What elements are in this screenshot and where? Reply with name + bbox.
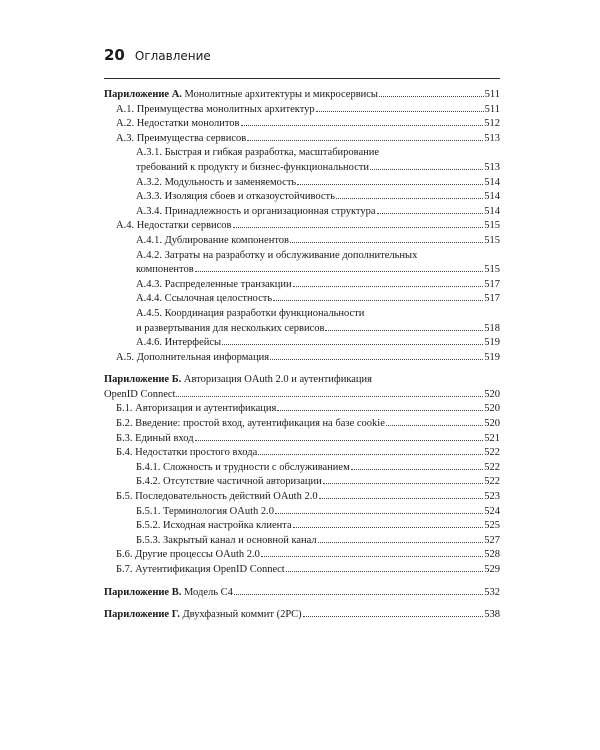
leader-dots: [325, 330, 483, 331]
toc-entry-row: [136, 519, 500, 534]
page-header: [104, 46, 211, 66]
toc-subentry[interactable]: [104, 336, 500, 351]
toc-subentry[interactable]: [104, 563, 500, 578]
toc-entry-title: [116, 432, 194, 447]
toc-page-number: 514: [484, 205, 500, 217]
toc-page-number: 515: [484, 234, 500, 246]
toc-entry-row: [136, 161, 500, 176]
toc-entry-text: Модель C4: [181, 586, 233, 598]
section-gap: [104, 600, 500, 608]
toc-entry-text: А.3.4. Принадлежность и организационная структура: [136, 205, 376, 217]
toc-page-number: 522: [484, 476, 500, 488]
appendix-label: Париложение Б.: [104, 374, 182, 386]
toc-entry-row: [136, 292, 500, 307]
toc-subentry[interactable]: [104, 461, 500, 476]
leader-dots: [293, 527, 484, 528]
leader-dots: [316, 111, 484, 112]
leader-dots: [234, 594, 483, 595]
toc-entry-text: А.4.1. Дублирование компонентов: [136, 234, 289, 246]
table-of-contents: [104, 88, 500, 623]
appendix-label: Париложение А.: [104, 89, 182, 100]
toc-subentry[interactable]: [104, 234, 500, 249]
toc-page-number: 522: [484, 447, 500, 459]
toc-entry-text: компонентов: [136, 264, 194, 276]
toc-entry-title: [136, 519, 292, 534]
toc-entry-row: [136, 505, 500, 520]
toc-entry-title: [116, 446, 257, 461]
toc-entry-text: Б.4.1. Сложность и трудности с обслуживанием: [136, 461, 350, 473]
toc-entry-text: А.4.6. Интерфейсы: [136, 337, 222, 349]
leader-dots: [277, 410, 483, 411]
toc-page-number: 523: [484, 491, 500, 503]
toc-entry-title: [116, 117, 240, 132]
toc-entry-title: [136, 176, 296, 191]
toc-entry-row: [116, 132, 500, 147]
toc-page-number: 514: [484, 191, 500, 203]
leader-dots: [319, 498, 484, 499]
toc-page-number: 517: [484, 293, 500, 305]
leader-dots: [195, 440, 484, 441]
toc-entry-row: [116, 219, 500, 234]
toc-subentry[interactable]: [104, 307, 500, 336]
leader-dots: [261, 556, 483, 557]
toc-entry-text: Авторизация OAuth 2.0 и аутентификация: [181, 374, 373, 386]
toc-entry-text: Б.5.2. Исходная настройка клиента: [136, 520, 292, 532]
toc-entry-title: [116, 132, 246, 147]
toc-entry-text: А.1. Преимущества монолитных архитектур: [116, 103, 315, 115]
appendix-entry[interactable]: [104, 373, 500, 402]
toc-entry-title: [136, 336, 221, 351]
page-number: 20: [104, 46, 125, 64]
toc-entry-text: Б.4. Недостатки простого входа: [116, 447, 258, 459]
toc-page-number: 529: [484, 564, 500, 575]
leader-dots: [273, 300, 483, 301]
toc-subentry[interactable]: [104, 292, 500, 307]
toc-entry-title: [136, 475, 322, 490]
toc-entry-row: [116, 446, 500, 461]
appendix-label: Париложение Г.: [104, 609, 180, 621]
toc-entry-row: [116, 117, 500, 132]
toc-entry-row: [104, 586, 500, 601]
running-head: Оглавление: [134, 49, 211, 63]
toc-entry-row: [136, 534, 500, 549]
toc-page-number: 532: [484, 586, 500, 598]
leader-dots: [241, 125, 484, 126]
toc-page-number: 524: [484, 505, 500, 517]
toc-entry-row: [136, 176, 500, 191]
toc-subentry[interactable]: [104, 417, 500, 432]
toc-subentry[interactable]: [104, 432, 500, 447]
toc-entry-row: [116, 432, 500, 447]
toc-entry-row: [104, 608, 500, 623]
toc-page-number: 522: [484, 461, 500, 473]
toc-subentry[interactable]: [104, 190, 500, 205]
toc-entry-row: [136, 278, 500, 293]
toc-entry-title: [136, 505, 274, 520]
leader-dots: [377, 213, 484, 214]
toc-subentry[interactable]: [104, 490, 500, 505]
leader-dots: [323, 483, 484, 484]
leader-dots: [275, 513, 483, 514]
toc-entry-title: [104, 88, 378, 103]
toc-entry-text: Б.5.3. Закрытый канал и основной канал: [136, 534, 317, 546]
toc-entry-text: А.2. Недостатки монолитов: [116, 118, 240, 130]
toc-page-number: 520: [484, 388, 500, 400]
toc-entry-text: и развертывания для нескольких сервисов: [136, 322, 325, 334]
toc-page-number: 513: [484, 132, 500, 144]
toc-entry-title: [136, 292, 272, 307]
toc-entry-title: [116, 563, 285, 578]
toc-subentry[interactable]: [104, 475, 500, 490]
toc-entry-text: А.3.3. Изоляция сбоев и отказоустойчивость: [136, 191, 335, 203]
toc-entry-text: Б.2. Введение: простой вход, аутентификация на базе cookie: [116, 418, 385, 430]
appendix-entry[interactable]: [104, 608, 500, 623]
toc-subentry[interactable]: [104, 103, 500, 118]
toc-entry-row: [136, 234, 500, 249]
toc-entry-text: А.3. Преимущества сервисов: [116, 132, 247, 144]
toc-entry-title: [104, 608, 302, 623]
toc-page-number: 538: [484, 609, 500, 621]
toc-page-number: 511: [484, 89, 500, 100]
toc-page-number: 514: [484, 176, 500, 188]
leader-dots: [370, 169, 483, 170]
toc-subentry[interactable]: [104, 519, 500, 534]
toc-entry-title: [116, 402, 276, 417]
toc-page-number: 528: [484, 549, 500, 561]
toc-entry-line: А.4.2. Затраты на разработку и обслуживание дополнительных: [136, 249, 418, 261]
toc-entry-text: Б.1. Авторизация и аутентификация: [116, 403, 277, 415]
toc-entry-text: Б.6. Другие процессы OAuth 2.0: [116, 549, 260, 561]
toc-page-number: 527: [484, 534, 500, 546]
toc-entry-text: Б.5. Последовательность действий OAuth 2.0: [116, 491, 318, 503]
toc-entry-title: [104, 586, 233, 601]
toc-subentry[interactable]: [104, 505, 500, 520]
leader-dots: [290, 242, 483, 243]
toc-entry-title: [136, 205, 376, 220]
toc-page-number: 525: [484, 520, 500, 532]
leader-dots: [379, 96, 484, 97]
toc-page-number: 515: [484, 220, 500, 232]
toc-subentry[interactable]: [104, 146, 500, 175]
section-gap: [104, 578, 500, 586]
toc-entry-title: [136, 234, 289, 249]
toc-entry-title: [116, 417, 385, 432]
leader-dots: [247, 140, 483, 141]
toc-page-number: 520: [484, 403, 500, 415]
appendix-entry[interactable]: [104, 586, 500, 601]
toc-entry-line: [104, 373, 500, 388]
leader-dots: [176, 396, 483, 397]
leader-dots: [233, 227, 484, 228]
toc-entry-text: Б.4.2. Отсутствие частичной авторизации: [136, 476, 322, 488]
toc-entry-title: [136, 534, 317, 549]
toc-entry-title: [116, 490, 318, 505]
toc-page-number: 519: [484, 351, 500, 363]
toc-entry-row: [136, 263, 500, 278]
toc-entry-text: OpenID Connect: [104, 388, 176, 400]
toc-subentry[interactable]: [104, 176, 500, 191]
toc-entry-row: [136, 322, 500, 337]
toc-subentry[interactable]: [104, 351, 500, 366]
toc-page-number: 512: [484, 118, 500, 130]
toc-subentry[interactable]: [104, 534, 500, 549]
toc-entry-row: [116, 563, 500, 578]
toc-entry-row: [116, 103, 500, 118]
leader-dots: [303, 616, 484, 617]
toc-page-number: 515: [484, 264, 500, 276]
leader-dots: [297, 184, 483, 185]
leader-dots: [258, 454, 483, 455]
toc-page-number: 520: [484, 418, 500, 430]
toc-page-number: 511: [484, 103, 500, 115]
toc-entry-line: А.4.5. Координация разработки функциональности: [136, 307, 365, 319]
toc-entry-row: [104, 388, 500, 403]
leader-dots: [318, 542, 484, 543]
toc-entry-text: Двухфазный коммит (2PC): [179, 609, 302, 621]
toc-entry-text: А.4.4. Ссылочная целостность: [136, 293, 273, 305]
toc-entry-title: [104, 388, 175, 403]
toc-subentry[interactable]: [104, 249, 500, 278]
toc-entry-text: А.4. Недостатки сервисов: [116, 220, 232, 232]
toc-page-number: 518: [484, 322, 500, 334]
toc-entry-row: [104, 88, 500, 103]
toc-entry-text: А.5. Дополнительная информация: [116, 351, 270, 363]
toc-entry-text: Монолитные архитектуры и микросервисы: [181, 89, 378, 100]
leader-dots: [336, 198, 483, 199]
toc-entry-title: [136, 190, 335, 205]
toc-entry-row: [136, 475, 500, 490]
toc-entry-title: [116, 103, 315, 118]
leader-dots: [195, 271, 484, 272]
toc-entry-row: [116, 490, 500, 505]
toc-page-number: 517: [484, 278, 500, 290]
toc-entry-title: [136, 161, 369, 176]
toc-subentry[interactable]: [104, 548, 500, 563]
toc-subentry[interactable]: [104, 219, 500, 234]
toc-entry-row: [136, 461, 500, 476]
toc-entry-text: А.4.3. Распределенные транзакции: [136, 278, 292, 290]
leader-dots: [351, 469, 484, 470]
header-rule: [104, 78, 500, 79]
toc-entry-text: требований к продукту и бизнес-функциональности: [136, 161, 370, 173]
toc-subentry[interactable]: [104, 278, 500, 293]
toc-entry-row: [116, 548, 500, 563]
toc-page-number: 513: [484, 161, 500, 173]
toc-entry-title: [136, 278, 292, 293]
toc-entry-row: [136, 190, 500, 205]
toc-entry-text: Б.5.1. Терминология OAuth 2.0: [136, 505, 274, 517]
toc-subentry[interactable]: [104, 446, 500, 461]
leader-dots: [286, 571, 484, 572]
toc-subentry[interactable]: [104, 132, 500, 147]
leader-dots: [293, 286, 484, 287]
toc-entry-title: [116, 351, 269, 366]
toc-page-number: 521: [484, 432, 500, 444]
leader-dots: [386, 425, 483, 426]
toc-entry-row: [116, 351, 500, 366]
leader-dots: [270, 359, 483, 360]
toc-entry-title: [136, 461, 350, 476]
toc-entry-text: А.3.2. Модульность и заменяемость: [136, 176, 297, 188]
toc-entry-row: [136, 205, 500, 220]
toc-subentry[interactable]: [104, 402, 500, 417]
toc-entry-row: [116, 417, 500, 432]
toc-entry-line: А.3.1. Быстрая и гибкая разработка, масштабирование: [136, 147, 380, 159]
toc-page-number: 519: [484, 337, 500, 349]
toc-entry-title: [136, 263, 194, 278]
toc-entry-text: Б.3. Единый вход: [116, 432, 194, 444]
appendix-entry[interactable]: [104, 88, 500, 103]
toc-entry-row: [116, 402, 500, 417]
toc-entry-text: Б.7. Аутентификация OpenID Connect: [116, 564, 285, 575]
toc-entry-title: [116, 548, 260, 563]
toc-entry-title: [116, 219, 232, 234]
toc-entry-title: [136, 322, 324, 337]
section-gap: [104, 365, 500, 373]
appendix-label: Париложение В.: [104, 586, 182, 598]
toc-subentry[interactable]: [104, 117, 500, 132]
toc-subentry[interactable]: [104, 205, 500, 220]
toc-entry-row: [136, 336, 500, 351]
leader-dots: [222, 344, 483, 345]
